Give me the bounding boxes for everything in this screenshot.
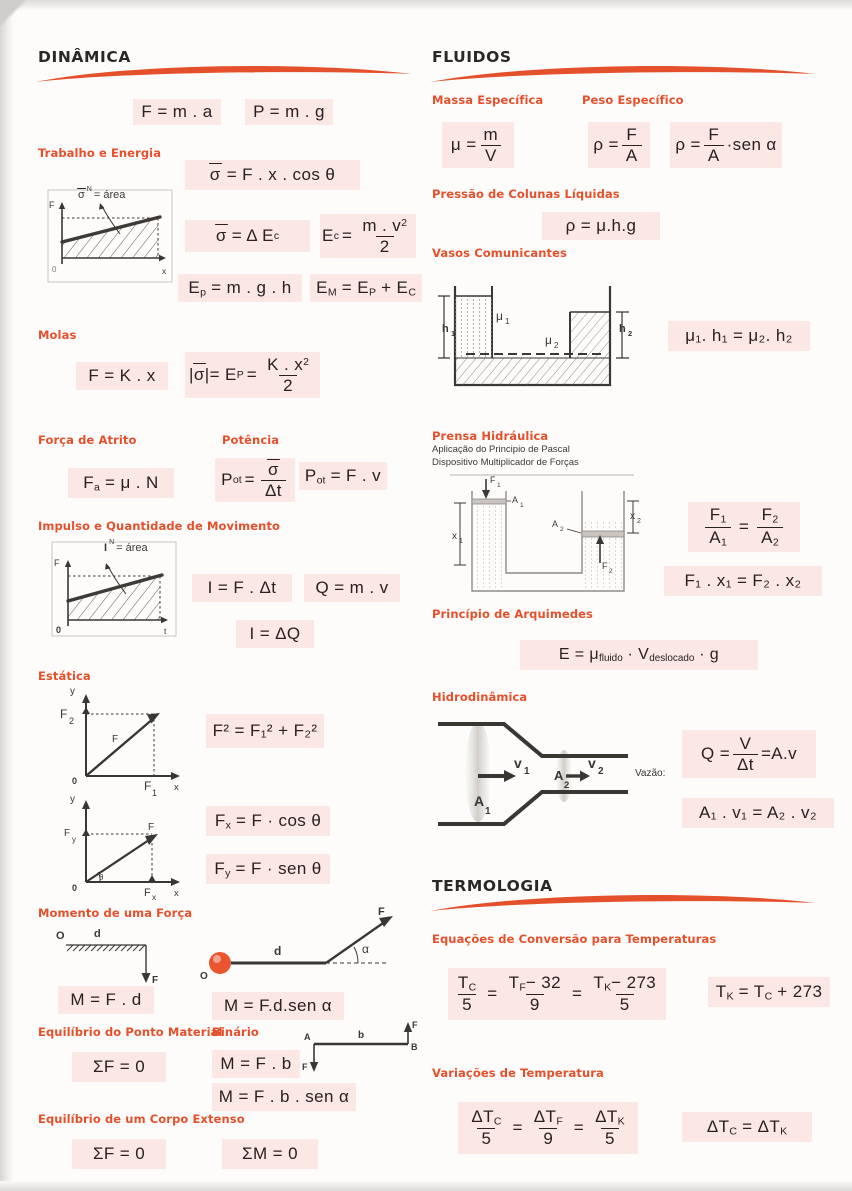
fraction-numerator xyxy=(263,356,313,374)
formula-energia-mecanica xyxy=(310,274,422,302)
heading-estatica: Estática xyxy=(38,669,91,683)
formula-tail: =A.v xyxy=(760,744,798,763)
svg-text:y: y xyxy=(72,835,76,844)
svg-text:F: F xyxy=(412,1020,418,1030)
formula-vasos: μ₁. h₁ = μ₂. h₂ xyxy=(668,321,810,351)
formula-energia-elastica xyxy=(185,352,320,398)
svg-text:b: b xyxy=(358,1030,365,1041)
formula-fx-cos xyxy=(206,806,330,836)
fraction-numerator xyxy=(358,217,411,235)
num-text: F xyxy=(709,505,721,525)
heading-hidrodinamica: Hidrodinâmica xyxy=(432,690,528,704)
formula-lhs: |σ|= E xyxy=(189,365,237,384)
den-text: A xyxy=(761,527,773,547)
fraction-denominator: 5 xyxy=(458,994,476,1013)
subscript: F xyxy=(519,981,526,994)
num-text: T xyxy=(457,973,469,993)
fraction-numerator xyxy=(591,1108,629,1128)
svg-text:1: 1 xyxy=(524,766,530,777)
formula-html: $E_M = E_P + E_C$ xyxy=(316,277,416,299)
subscript-c: c xyxy=(273,230,280,242)
diagram-vasos-comunicantes xyxy=(430,282,645,394)
fraction-denominator xyxy=(705,527,731,548)
heading-conversao-temperaturas: Equações de Conversão para Temperaturas xyxy=(432,932,717,946)
formula-conversao-temperaturas: $\frac{T_C}{5}$ = $\frac{T_F- 32}{9}$ = $\frac{T_K- 273}{5}$ xyxy=(448,968,666,1020)
formula-html: $E_p = m$ . g . h xyxy=(188,277,292,299)
graph-annotation-trabalho xyxy=(78,186,126,201)
formula-html: $P_{ot} = F$ . v xyxy=(304,465,382,487)
num-text: T xyxy=(508,973,520,993)
num-text: F xyxy=(761,505,773,525)
subscript-ot: ot xyxy=(232,474,242,486)
heading-potencia: Potência xyxy=(222,433,280,447)
fraction-kelvin xyxy=(591,1108,629,1147)
svg-text:v: v xyxy=(514,755,522,771)
title-swoosh-dinamica xyxy=(34,62,414,84)
svg-text:x: x xyxy=(174,888,179,899)
subscript: K xyxy=(604,981,612,994)
sigma-symbol: σ xyxy=(209,165,221,184)
fraction-fahrenheit xyxy=(530,1108,567,1147)
formula-impulso: I = F . Δt xyxy=(192,574,292,602)
svg-text:F: F xyxy=(54,558,60,568)
fraction xyxy=(358,217,411,255)
subscript: K xyxy=(617,1115,625,1128)
fraction-numerator xyxy=(706,506,731,526)
fraction-denominator: Δt xyxy=(261,480,286,499)
svg-text:2: 2 xyxy=(598,766,604,777)
formula-variacao-igual xyxy=(682,1112,812,1142)
section-title-dinamica: DINÂMICA xyxy=(38,48,131,66)
heading-trabalho-energia: Trabalho e Energia xyxy=(38,146,162,160)
formula-fy-sen xyxy=(206,854,330,884)
svg-text:A: A xyxy=(554,768,564,783)
diagram-binario xyxy=(300,1018,430,1080)
num-text: K . x xyxy=(267,355,304,375)
num-tail: − 273 xyxy=(611,973,657,993)
subscript: 1 xyxy=(720,535,727,548)
graph-annotation-impulso xyxy=(104,539,148,554)
fraction-kelvin xyxy=(589,974,660,1013)
formula-vazao xyxy=(682,730,816,778)
formula-potencia-fv xyxy=(299,462,387,490)
svg-text:O: O xyxy=(56,930,65,942)
formula-lei-hooke: F = K . x xyxy=(76,362,168,390)
fraction-denominator: Δt xyxy=(733,754,758,773)
svg-text:1: 1 xyxy=(485,806,491,817)
exponent: 2 xyxy=(303,356,309,369)
fraction-numerator xyxy=(505,974,565,994)
svg-text:v: v xyxy=(588,755,596,771)
formula-pitagoras xyxy=(206,714,324,748)
svg-text:F: F xyxy=(144,779,152,793)
formula-atrito xyxy=(68,468,174,498)
num-text: m . v xyxy=(362,216,402,236)
num-text: ΔT xyxy=(595,1107,618,1127)
label-vazao: Vazão: xyxy=(635,768,666,779)
svg-text:α: α xyxy=(362,942,369,956)
diagram-estatica-projection xyxy=(48,790,193,902)
formula-tail: ·sen α xyxy=(726,135,777,154)
svg-text:0: 0 xyxy=(72,776,78,786)
title-swoosh-fluidos xyxy=(428,62,818,84)
heading-arquimedes: Princípio de Arquimedes xyxy=(432,607,593,621)
heading-molas: Molas xyxy=(38,328,77,342)
diagram-hidrodinamica-tubo xyxy=(430,714,645,832)
svg-text:0: 0 xyxy=(52,265,57,274)
formula-momento-fd: M = F . d xyxy=(58,986,154,1014)
fraction-fahrenheit xyxy=(505,974,565,1013)
formula-peso-especifico-2 xyxy=(670,122,782,168)
svg-text:2: 2 xyxy=(69,716,75,726)
prensa-subtitle-2: Dispositivo Multiplicador de Forças xyxy=(432,457,579,468)
formula-lhs: μ = xyxy=(450,135,477,154)
svg-text:0: 0 xyxy=(72,883,78,893)
formula-massa-especifica xyxy=(442,122,514,168)
formula-continuidade: A₁ . v₁ = A₂ . v₂ xyxy=(682,798,834,828)
diagram-impulso-area-graph xyxy=(48,540,180,640)
formula-variacoes-temperatura: $\frac{\Delta T_C}{5}$ = $\frac{\Delta T_F}{9}$ = $\frac{\Delta T_K}{5}$ xyxy=(458,1102,638,1154)
svg-text:F: F xyxy=(602,561,608,571)
heading-equilibrio-corpo: Equilíbrio de um Corpo Extenso xyxy=(38,1112,245,1126)
svg-text:2: 2 xyxy=(554,341,559,350)
svg-text:B: B xyxy=(411,1042,418,1052)
formula-binario-mfb: M = F . b xyxy=(212,1050,300,1078)
svg-text:F: F xyxy=(378,906,385,918)
fraction-numerator: V xyxy=(739,734,752,754)
svg-text:μ: μ xyxy=(545,333,552,347)
fraction-denominator: 2 xyxy=(376,236,394,255)
formula-peso-especifico-1 xyxy=(588,122,650,168)
svg-text:d: d xyxy=(274,944,282,958)
subscript: 1 xyxy=(720,513,727,526)
svg-text:μ: μ xyxy=(496,309,503,323)
svg-text:F: F xyxy=(64,828,71,839)
svg-text:F: F xyxy=(49,200,55,210)
fraction-numerator xyxy=(758,506,783,526)
svg-text:x: x xyxy=(162,266,167,276)
section-title-termologia: TERMOLOGIA xyxy=(432,877,553,895)
num-tail: − 32 xyxy=(525,973,561,993)
num-text: ΔT xyxy=(533,1107,557,1127)
formula-trabalho-cos xyxy=(185,160,360,190)
formula-lhs: ρ = xyxy=(675,135,701,154)
num-text: ΔT xyxy=(471,1107,494,1127)
diagram-prensa-hidraulica xyxy=(434,473,649,601)
right-column xyxy=(420,0,852,1191)
formula-html: $\Delta T_C = \Delta T_K$ xyxy=(706,1116,788,1138)
formula-trabalho-delta-ec xyxy=(185,220,310,252)
formula-binario-mfbsen: M = F . b . sen α xyxy=(212,1083,356,1111)
heading-massa-especifica: Massa Específica xyxy=(432,93,544,107)
formula-html: $F_x = F \cdot \cos \theta$ xyxy=(214,810,322,832)
formula-text: = Δ E xyxy=(231,226,274,245)
svg-text:h: h xyxy=(442,323,449,335)
svg-text:1: 1 xyxy=(520,502,524,509)
svg-text:x: x xyxy=(174,782,179,793)
fraction-numerator xyxy=(454,974,480,994)
exponent: 2 xyxy=(401,217,408,230)
svg-text:F: F xyxy=(152,975,159,986)
heading-variacoes-temperatura: Variações de Temperatura xyxy=(432,1066,604,1080)
formula-html: $E = \mu_{fluido} \cdot V_{deslocado} \cdot g$ xyxy=(558,645,720,665)
heading-binario: Binário xyxy=(212,1025,259,1039)
fraction-celsius xyxy=(454,974,480,1013)
formula-lhs: ρ = xyxy=(593,135,619,154)
svg-text:A: A xyxy=(474,793,485,809)
formula-lhs: P xyxy=(221,470,233,489)
fraction-right xyxy=(757,506,783,547)
diagram-momento-angulo xyxy=(190,905,410,985)
svg-text:x: x xyxy=(630,511,635,522)
heading-vasos-comunicantes: Vasos Comunicantes xyxy=(432,246,567,260)
fraction-denominator: 5 xyxy=(477,1128,495,1147)
formula-energia-potencial xyxy=(178,274,302,302)
formula-quantidade-movimento: Q = m . v xyxy=(304,574,400,602)
formula-momento-fdsen: M = F.d.sen α xyxy=(212,992,344,1020)
svg-text:A: A xyxy=(512,495,519,505)
svg-text:A: A xyxy=(552,519,559,529)
fraction-denominator: 5 xyxy=(616,994,634,1013)
fraction-denominator: 5 xyxy=(601,1128,619,1147)
formula-pressao: ρ = μ.h.g xyxy=(542,212,660,240)
formula-soma-forcas: ΣF = 0 xyxy=(72,1139,166,1169)
heading-forca-atrito: Força de Atrito xyxy=(38,433,137,447)
sigma-symbol: σ xyxy=(215,226,227,245)
svg-text:F: F xyxy=(490,475,496,485)
svg-text:F: F xyxy=(112,734,119,745)
area-label: = área xyxy=(93,189,126,201)
fraction-denominator: 2 xyxy=(279,375,297,394)
formula-teorema-impulso: I = ΔQ xyxy=(236,620,314,648)
unit-newton: N xyxy=(86,186,92,193)
formula-html: F² = F₁² + F₂² xyxy=(212,721,318,740)
svg-text:1: 1 xyxy=(497,482,501,489)
svg-text:0: 0 xyxy=(56,625,62,635)
fraction-denominator: A xyxy=(622,145,642,164)
formula-kelvin xyxy=(708,977,830,1007)
title-swoosh-termologia xyxy=(428,891,818,913)
heading-pressao-colunas: Pressão de Colunas Líquidas xyxy=(432,187,620,201)
subscript-p: P xyxy=(236,369,244,381)
impulse-symbol: I xyxy=(104,542,108,554)
formula-energia-cinetica: E c = $\frac{m . v^2}{2}$ xyxy=(320,214,416,258)
fraction-numerator xyxy=(467,1108,505,1128)
formula-html: $F_a = \mu$ . N xyxy=(83,472,159,494)
fraction xyxy=(622,126,642,164)
fraction-denominator xyxy=(757,527,783,548)
svg-text:y: y xyxy=(70,686,75,697)
diagram-trabalho-area-graph xyxy=(40,186,175,286)
fraction-denominator: 9 xyxy=(526,994,544,1013)
diagram-momento-hatched xyxy=(48,925,208,993)
prensa-subtitle-1: Aplicação do Principio de Pascal xyxy=(432,444,570,455)
section-title-fluidos: FLUIDOS xyxy=(432,48,512,66)
svg-text:F: F xyxy=(60,707,68,721)
formula-prensa-trabalho: F₁ . x₁ = F₂ . x₂ xyxy=(664,566,822,596)
svg-text:y: y xyxy=(70,794,75,805)
fraction-numerator: F xyxy=(626,125,638,145)
fraction xyxy=(480,126,503,164)
heading-peso-especifico: Peso Específico xyxy=(582,93,684,107)
svg-text:1: 1 xyxy=(505,317,510,326)
svg-text:2: 2 xyxy=(564,780,570,791)
svg-text:2: 2 xyxy=(637,518,641,525)
fraction xyxy=(263,356,313,394)
svg-text:θ: θ xyxy=(99,873,104,882)
num-text: T xyxy=(593,973,605,993)
equals: = xyxy=(246,365,258,384)
subscript: 2 xyxy=(772,535,779,548)
formula-text: = F . x . cos θ xyxy=(226,165,336,184)
fraction xyxy=(704,126,724,164)
area-label: = área xyxy=(116,542,148,554)
sigma-symbol: σ xyxy=(267,460,279,480)
fraction-left xyxy=(705,506,731,547)
formula-html: $F_y = F$ · sen θ xyxy=(214,858,322,880)
svg-text:F: F xyxy=(148,822,155,833)
left-column xyxy=(0,0,420,1191)
svg-text:2: 2 xyxy=(560,526,564,533)
svg-text:1: 1 xyxy=(152,788,158,798)
formula-newton: F = m . a xyxy=(133,99,221,125)
heading-momento-forca: Momento de uma Força xyxy=(38,906,193,920)
subscript: F xyxy=(556,1115,563,1128)
formula-arquimedes xyxy=(520,640,758,670)
fraction-celsius xyxy=(467,1108,505,1147)
subscript: C xyxy=(493,1115,502,1128)
svg-text:F: F xyxy=(302,1062,308,1072)
fraction-denominator: A xyxy=(704,145,724,164)
svg-text:x: x xyxy=(452,531,457,542)
svg-text:d: d xyxy=(94,928,101,940)
formula-lhs: Q = xyxy=(700,744,731,763)
fraction xyxy=(261,461,286,499)
fraction-numerator: m xyxy=(483,125,499,145)
svg-text:2: 2 xyxy=(609,568,613,575)
fraction-numerator xyxy=(589,974,660,994)
formula-equilibrio-ponto: ΣF = 0 xyxy=(72,1052,166,1082)
svg-text:x: x xyxy=(152,892,157,902)
formula-potencia-trabalho: P ot = $\frac{\sigma}{\Delta t}$ xyxy=(215,458,295,502)
svg-text:h: h xyxy=(619,323,626,335)
fraction-denominator: 9 xyxy=(539,1128,557,1147)
fraction-denominator: V xyxy=(481,145,501,164)
formula-html: $T_K = T_C + 273$ xyxy=(715,981,823,1003)
sigma-symbol: σ xyxy=(78,189,85,201)
svg-text:2: 2 xyxy=(628,329,633,338)
heading-impulso: Impulso e Quantidade de Movimento xyxy=(38,519,281,533)
subscript: C xyxy=(468,981,477,994)
formula-peso: P = m . g xyxy=(245,99,333,125)
formula-soma-momentos: ΣM = 0 xyxy=(222,1139,318,1169)
heading-equilibrio-ponto: Equilíbrio do Ponto Material xyxy=(38,1025,223,1039)
den-text: A xyxy=(709,527,721,547)
formula-prensa-pascal: $\frac{F_1}{A_1}$ = $\frac{F_2}{A_2}$ xyxy=(688,502,800,552)
fraction-numerator xyxy=(264,461,283,479)
formula-lhs: E xyxy=(321,226,334,245)
svg-text:1: 1 xyxy=(451,329,456,338)
fraction xyxy=(733,735,758,773)
svg-text:1: 1 xyxy=(459,538,463,545)
svg-text:A: A xyxy=(304,1032,311,1042)
fraction-numerator xyxy=(530,1108,567,1128)
subscript: 2 xyxy=(772,513,779,526)
diagram-estatica-components xyxy=(48,680,193,798)
unit-newton: N xyxy=(109,539,115,546)
sigma-symbol: σ xyxy=(193,365,205,384)
svg-text:F: F xyxy=(144,887,151,899)
svg-text:O: O xyxy=(200,971,208,982)
fraction-numerator: F xyxy=(708,125,720,145)
subscript-c: c xyxy=(333,230,339,242)
svg-text:t: t xyxy=(164,626,167,636)
heading-prensa-hidraulica: Prensa Hidráulica xyxy=(432,429,549,443)
